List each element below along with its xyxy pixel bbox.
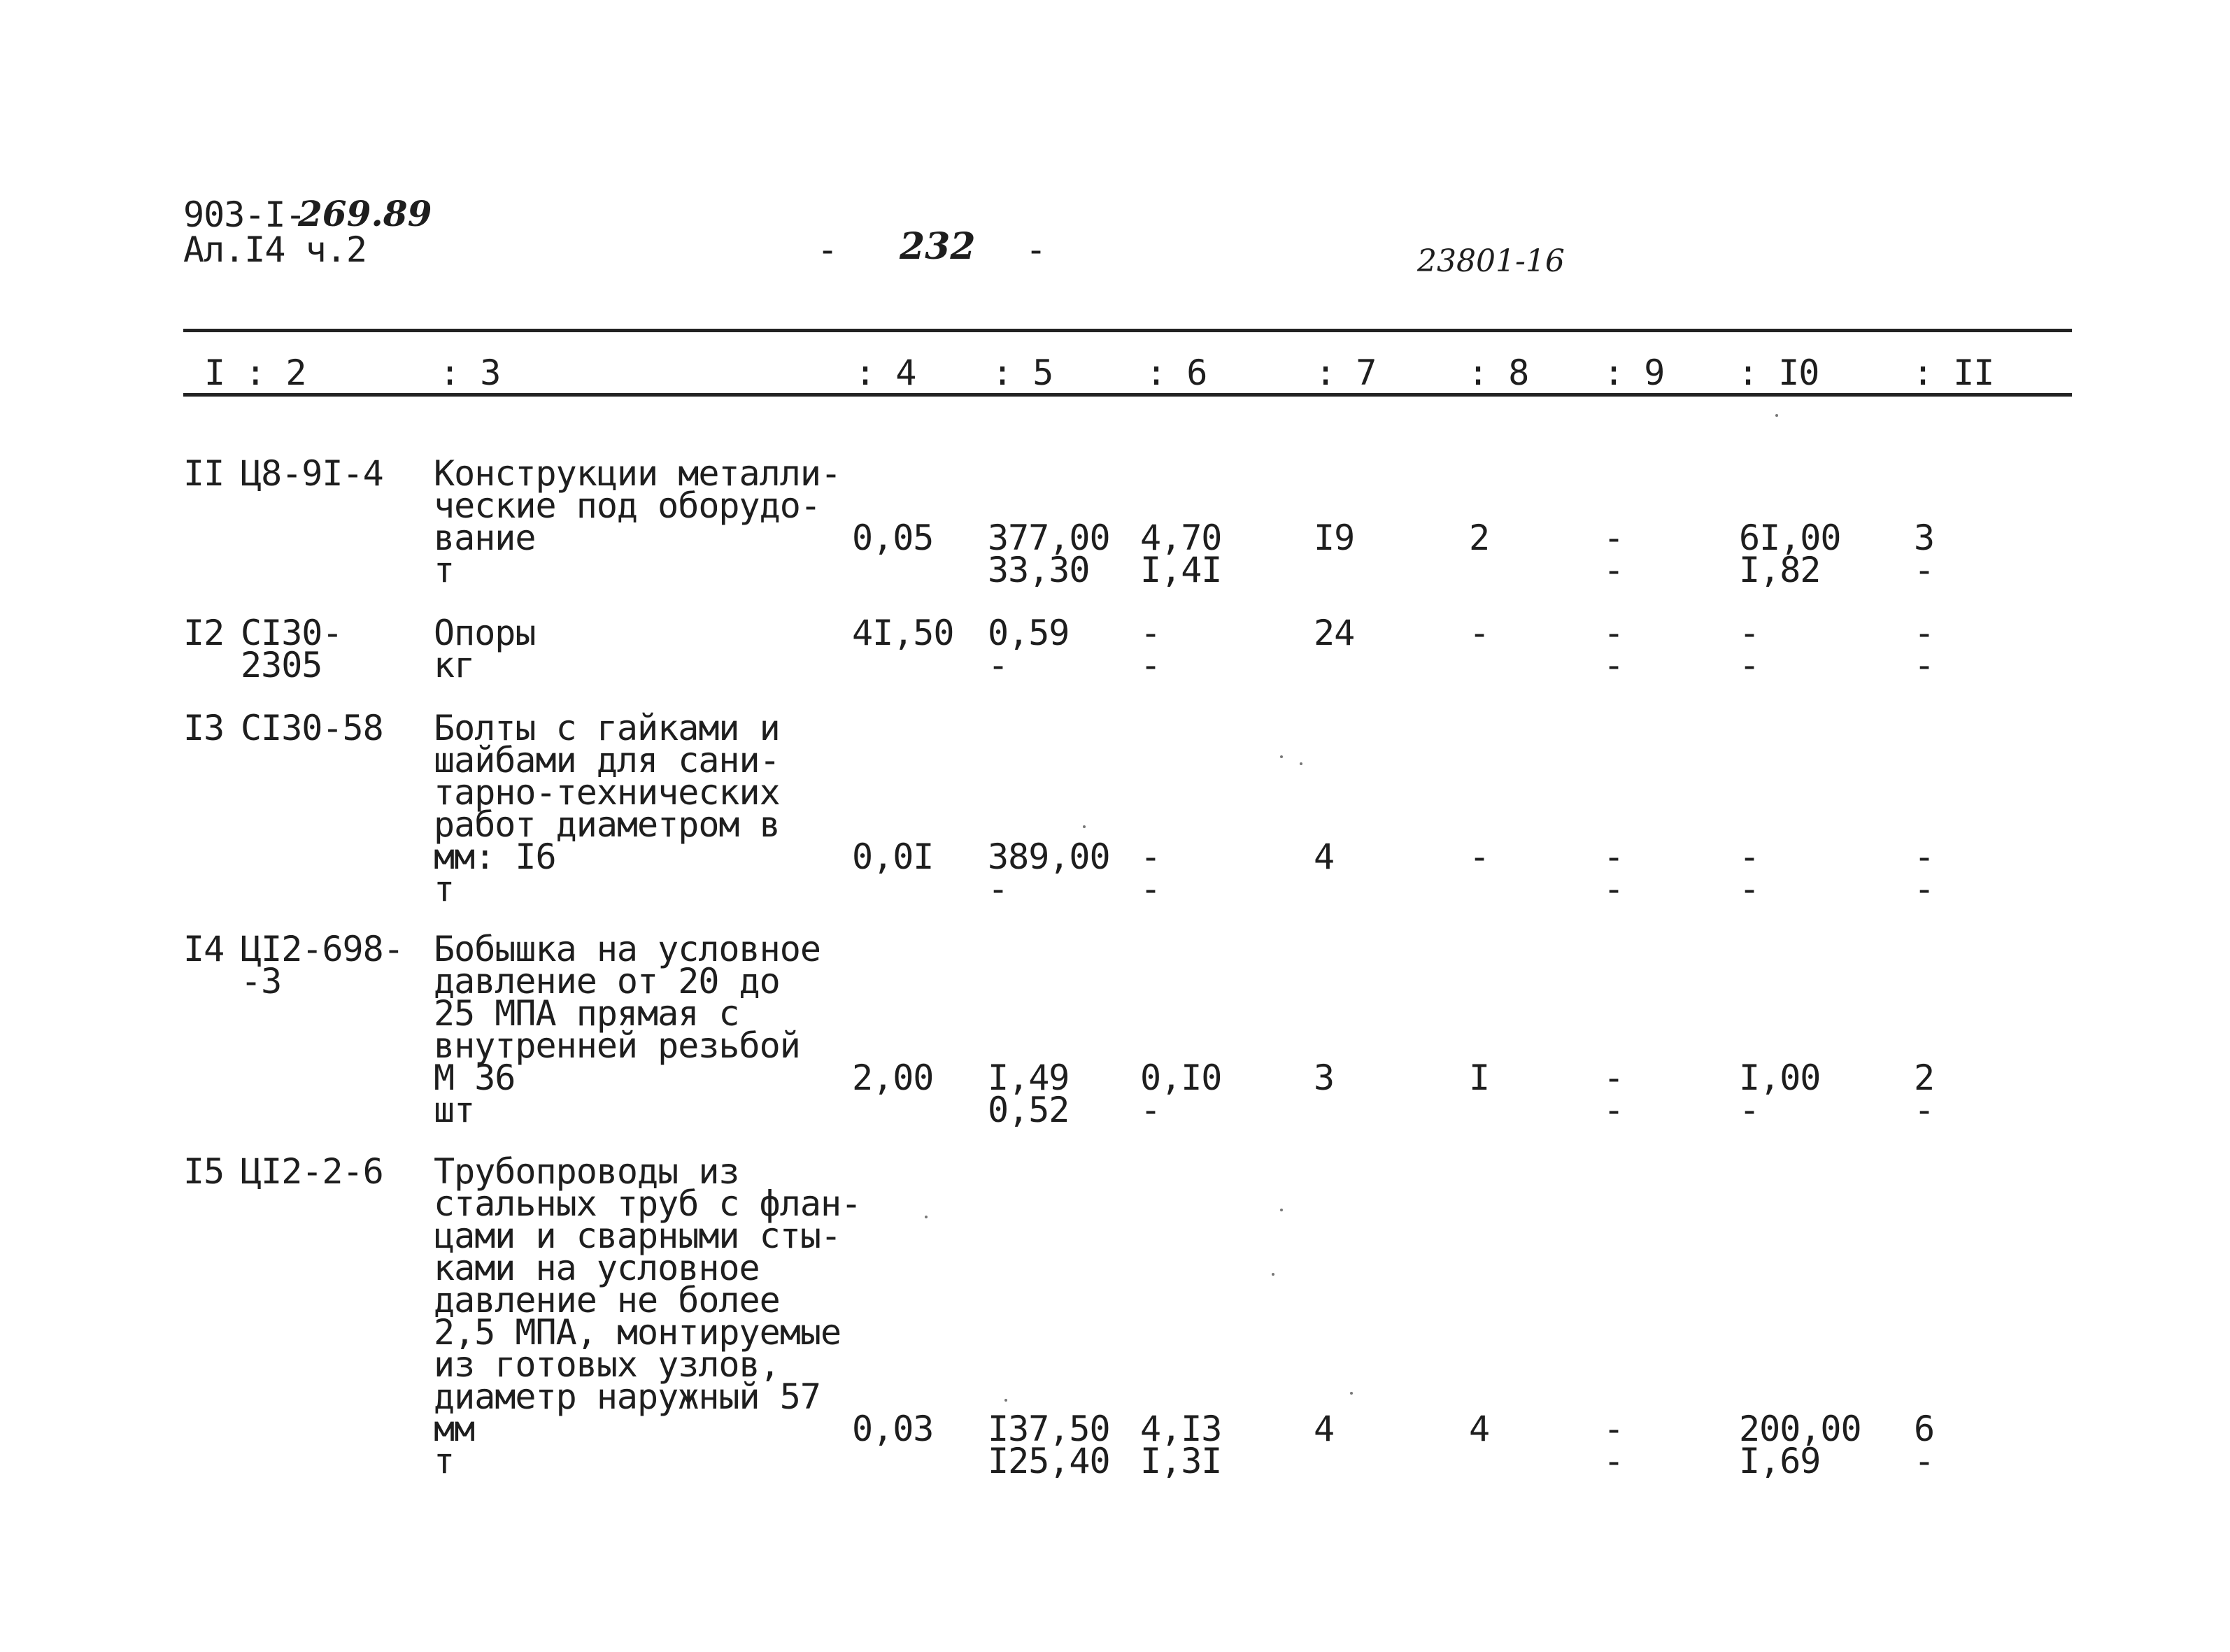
cell-col7: 4 [1314, 1409, 1335, 1449]
row-name-line: внутренней резьбой [434, 1025, 800, 1066]
row-name-line: Конструкции металли- [434, 453, 841, 494]
cell-col5: I,49 [988, 1058, 1070, 1098]
cell-col9: - [1603, 645, 1624, 685]
row-name-line: мм: I6 [434, 836, 556, 877]
cell-col10: - [1739, 836, 1760, 877]
document-code-handwritten: 269.89 [298, 193, 432, 234]
cell-col6: - [1140, 1090, 1161, 1130]
row-unit: т [434, 550, 455, 590]
cell-col11: - [1914, 1441, 1935, 1481]
cell-col6: - [1140, 869, 1161, 909]
cell-col10: 6I,00 [1739, 518, 1841, 558]
cell-col10: I,82 [1739, 550, 1821, 590]
scan-speck [925, 1216, 928, 1218]
cell-col6: 4,I3 [1140, 1409, 1222, 1449]
cell-col9: - [1603, 1441, 1624, 1481]
row-name-line: мм [434, 1409, 475, 1449]
column-header-7: : 7 [1315, 353, 1377, 393]
row-name-line: стальных труб с флан- [434, 1183, 862, 1224]
stamp-number: 23801-16 [1417, 243, 1565, 279]
cell-col11: - [1914, 613, 1935, 653]
row-name-line: М 36 [434, 1058, 516, 1098]
scan-speck [1350, 1392, 1353, 1395]
cell-col11: 2 [1914, 1058, 1935, 1098]
scan-speck [1083, 825, 1086, 828]
row-name-line: из готовых узлов, [434, 1344, 780, 1385]
column-header-10: : I0 [1738, 353, 1819, 393]
row-code-line: 2305 [241, 645, 322, 685]
cell-col7: 4 [1314, 836, 1335, 877]
scan-speck [1280, 755, 1283, 758]
cell-col5: - [988, 869, 1009, 909]
cell-col6: - [1140, 613, 1161, 653]
row-unit: шт [434, 1090, 475, 1130]
cell-col9: - [1603, 518, 1624, 558]
page-dash-left: - [817, 229, 838, 270]
cell-col9: - [1603, 613, 1624, 653]
row-name-line: шайбами для сани- [434, 740, 780, 781]
cell-col4: 0,03 [852, 1409, 934, 1449]
column-header-8: : 8 [1468, 353, 1529, 393]
cell-col7: 24 [1314, 613, 1355, 653]
row-name-line: ческие под оборудо- [434, 485, 821, 526]
row-number: I2 [183, 613, 225, 653]
cell-col5: 389,00 [988, 836, 1110, 877]
cell-col11: 3 [1914, 518, 1935, 558]
row-number: I4 [183, 929, 225, 969]
row-code-line: CI30-58 [241, 708, 383, 748]
cell-col11: - [1914, 645, 1935, 685]
cell-col9: - [1603, 1409, 1624, 1449]
cell-col10: - [1739, 869, 1760, 909]
row-name-line: Трубопроводы из [434, 1151, 739, 1192]
row-name-line: Бобышка на условное [434, 929, 821, 969]
document-code-prefix: 903-I- [183, 194, 306, 235]
cell-col11: 6 [1914, 1409, 1935, 1449]
column-header-6: : 6 [1146, 353, 1207, 393]
cell-col7: 3 [1314, 1058, 1335, 1098]
row-number: I5 [183, 1151, 225, 1192]
cell-col5: 0,59 [988, 613, 1070, 653]
row-name-line: давление от 20 до [434, 961, 780, 1002]
row-name-line: 25 МПА прямая с [434, 993, 739, 1034]
scan-speck [1004, 1399, 1007, 1402]
column-header-5: : 5 [992, 353, 1053, 393]
cell-col4: 0,05 [852, 518, 934, 558]
cell-col11: - [1914, 869, 1935, 909]
cell-col6: I,3I [1140, 1441, 1222, 1481]
row-code-line: Ц8-9I-4 [241, 453, 383, 494]
cell-col5: I37,50 [988, 1409, 1110, 1449]
column-header-11: : II [1912, 353, 1994, 393]
cell-col9: - [1603, 1090, 1624, 1130]
row-code-line: ЦI2-698- [241, 929, 404, 969]
row-name-line: 2,5 МПА, монтируемые [434, 1312, 841, 1353]
row-name-line: тарно-технических [434, 772, 780, 813]
cell-col10: I,69 [1739, 1441, 1821, 1481]
row-name-line: вание [434, 518, 536, 558]
cell-col5: I25,40 [988, 1441, 1110, 1481]
scan-speck [1272, 1273, 1274, 1276]
column-header-3: : 3 [439, 353, 501, 393]
page-dash-right: - [1025, 229, 1046, 270]
cell-col5: 33,30 [988, 550, 1090, 590]
scan-speck [1300, 762, 1302, 765]
scan-speck [1775, 414, 1778, 417]
cell-col6: I,4I [1140, 550, 1222, 590]
row-unit: т [434, 1441, 455, 1481]
row-name-line: цами и сварными сты- [434, 1216, 841, 1256]
cell-col10: - [1739, 1090, 1760, 1130]
row-code-line: ЦI2-2-6 [241, 1151, 383, 1192]
column-header-4: : 4 [855, 353, 916, 393]
row-name-line: работ диаметром в [434, 804, 780, 845]
row-name-line: диаметр наружный 57 [434, 1376, 821, 1417]
row-code-line: CI30- [241, 613, 343, 653]
cell-col6: 4,70 [1140, 518, 1222, 558]
album-label: Ал.I4 ч.2 [183, 229, 367, 270]
cell-col8: 4 [1469, 1409, 1490, 1449]
cell-col5: - [988, 645, 1009, 685]
cell-col10: - [1739, 645, 1760, 685]
cell-col11: - [1914, 550, 1935, 590]
table-header-rule [183, 393, 2072, 397]
row-name-line: давление не более [434, 1280, 780, 1320]
row-name-line: Опоры [434, 613, 536, 653]
table-top-rule [183, 329, 2072, 332]
cell-col5: 0,52 [988, 1090, 1070, 1130]
row-unit: кг [434, 645, 475, 685]
row-name-line: Болты с гайками и [434, 708, 780, 748]
cell-col8: - [1469, 613, 1490, 653]
cell-col6: 0,I0 [1140, 1058, 1222, 1098]
cell-col8: 2 [1469, 518, 1490, 558]
cell-col6: - [1140, 836, 1161, 877]
cell-col10: 200,00 [1739, 1409, 1861, 1449]
row-number: I3 [183, 708, 225, 748]
cell-col9: - [1603, 869, 1624, 909]
cell-col4: 0,0I [852, 836, 934, 877]
cell-col10: - [1739, 613, 1760, 653]
cell-col11: - [1914, 1090, 1935, 1130]
cell-col9: - [1603, 836, 1624, 877]
cell-col8: - [1469, 836, 1490, 877]
cell-col9: - [1603, 1058, 1624, 1098]
row-name-line: ками на условное [434, 1248, 760, 1288]
cell-col6: - [1140, 645, 1161, 685]
column-header-1-2: I : 2 [204, 353, 306, 393]
row-code-line: -3 [241, 961, 282, 1002]
scan-speck [1280, 1209, 1283, 1211]
cell-col4: 4I,50 [852, 613, 954, 653]
column-header-9: : 9 [1603, 353, 1665, 393]
row-unit: т [434, 869, 455, 909]
cell-col5: 377,00 [988, 518, 1110, 558]
cell-col7: I9 [1314, 518, 1355, 558]
page-number: 232 [900, 225, 976, 268]
cell-col4: 2,00 [852, 1058, 934, 1098]
cell-col11: - [1914, 836, 1935, 877]
cell-col9: - [1603, 550, 1624, 590]
cell-col8: I [1469, 1058, 1490, 1098]
row-number: II [183, 453, 225, 494]
cell-col10: I,00 [1739, 1058, 1821, 1098]
